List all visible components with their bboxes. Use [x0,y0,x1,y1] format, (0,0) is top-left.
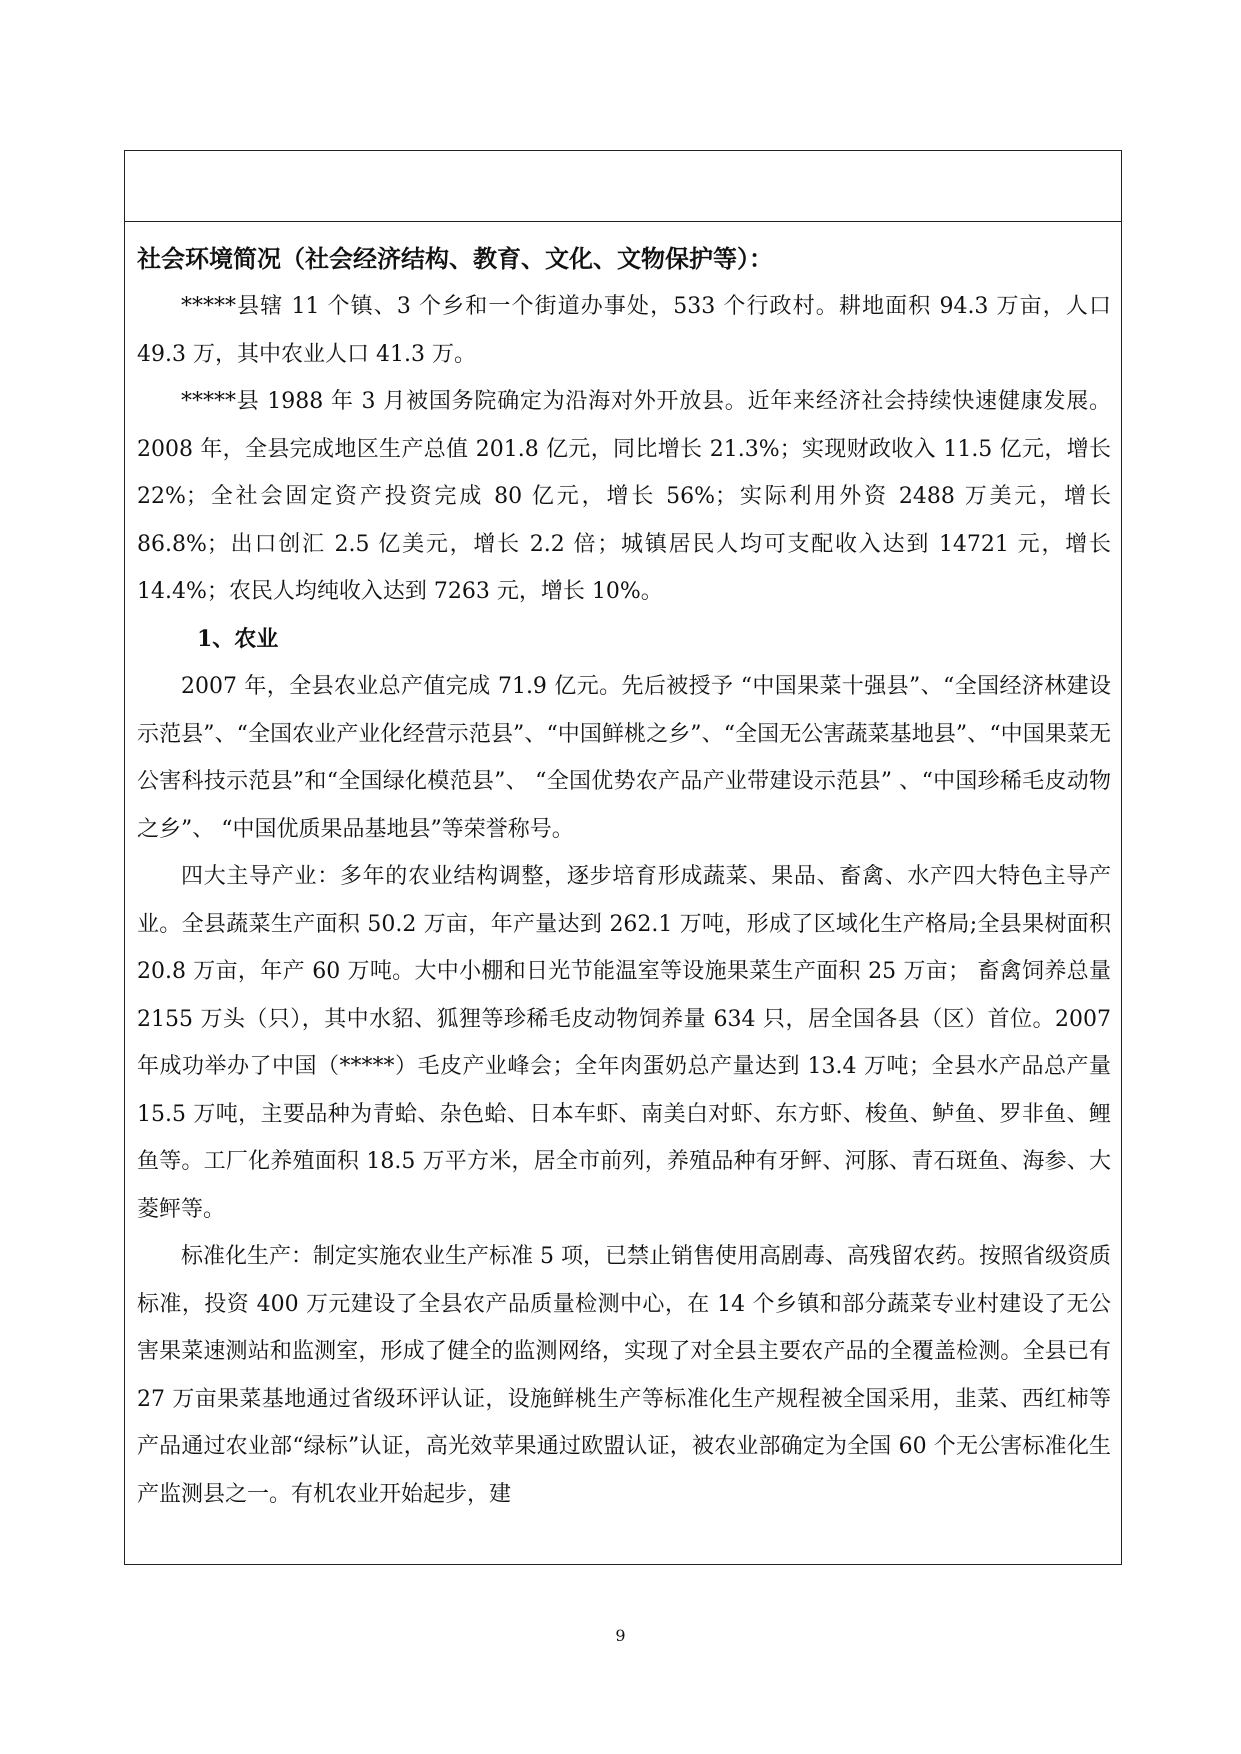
paragraph-agriculture-honors: 2007 年，全县农业总产值完成 71.9 亿元。先后被授予 “中国果菜十强县”、“全国经济林建设示范县”、“全国农业产业化经营示范县”、“中国鲜桃之乡”、“全国无公害蔬菜基地县”、“中国果菜无公害科技示范县”和“全国绿化模范县”、 “全国优势农产品产业带建设示范县” 、“中国珍稀毛皮动物之乡”、 “中国优质果品基地县”等荣誉称号。 [137,674,1111,842]
paragraph-admin-divisions: *****县辖 11 个镇、3 个乡和一个街道办事处，533 个行政村。耕地面积 94.3 万亩，人口 49.3 万，其中农业人口 41.3 万。 [137,294,1111,367]
form-table [124,150,1122,1565]
page-number: 9 [615,1626,626,1645]
subsection-title-agriculture: 1、农业 [197,625,279,652]
empty-header-cell [125,151,1121,222]
paragraph-economy: *****县 1988 年 3 月被国务院确定为沿海对外开放县。近年来经济社会持续快速健康发展。2008 年，全县完成地区生产总值 201.8 亿元，同比增长 21.3%；实现财政收入 11.5 亿元，增长 22%；全社会固定资产投资完成 80 亿元，增长 56%；实际利用外资 2488 万美元，增长 86.8%；出口创汇 2.5 亿美元，增长 2.2 倍；城镇居民人均可支配收入达到 14721 元，增长 14.4%；农民人均纯收入达到 7263 元，增长 10%。 [137,389,1111,604]
section-heading: 社会环境简况（社会经济结构、教育、文化、文物保护等）： [137,244,773,273]
table-content-cell [137,235,1111,1518]
paragraph-standardized-production: 标准化生产：制定实施农业生产标准 5 项，已禁止销售使用高剧毒、高残留农药。按照省级资质标准，投资 400 万元建设了全县农产品质量检测中心，在 14 个乡镇和部分蔬菜专业村建设了无公害果菜速测站和监测室，形成了健全的监测网络，实现了对全县主要农产品的全覆盖检测。全县已有 27 万亩果菜基地通过省级环评认证，设施鲜桃生产等标准化生产规程被全国采用，韭菜、西红柿等产品通过农业部“绿标”认证，高光效苹果通过欧盟认证，被农业部确定为全国 60 个无公害标准化生产监测县之一。有机农业开始起步，建 [137,1244,1111,1507]
paragraph-main-industries: 四大主导产业：多年的农业结构调整，逐步培育形成蔬菜、果品、畜禽、水产四大特色主导产业。全县蔬菜生产面积 50.2 万亩，年产量达到 262.1 万吨，形成了区域化生产格局;全县果树面积 20.8 万亩，年产 60 万吨。大中小棚和日光节能温室等设施果菜生产面积 25 万亩； 畜禽饲养总量 2155 万头（只），其中水貂、狐狸等珍稀毛皮动物饲养量 634 只，居全国各县（区）首位。2007 年成功举办了中国（*****）毛皮产业峰会；全年肉蛋奶总产量达到 13.4 万吨；全县水产品总产量 15.5 万吨，主要品种为青蛤、杂色蛤、日本车虾、南美白对虾、东方虾、梭鱼、鲈鱼、罗非鱼、鲤鱼等。工厂化养殖面积 18.5 万平方米，居全市前列，养殖品种有牙鲆、河豚、青石斑鱼、海参、大菱鲆等。 [137,864,1111,1222]
